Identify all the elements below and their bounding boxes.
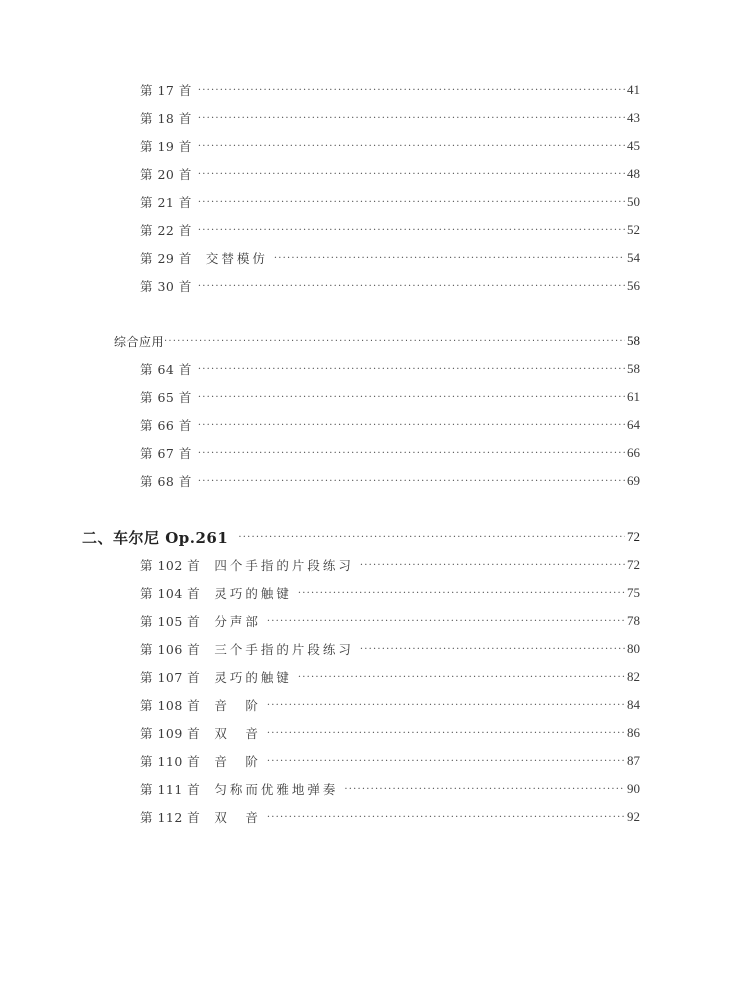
entry-title: 匀称而优雅地弹奏 <box>214 782 339 797</box>
entry-number: 第 64 首 <box>140 362 192 377</box>
page-number: 52 <box>627 222 640 237</box>
toc-entry[interactable] <box>0 248 640 268</box>
page-number: 90 <box>627 781 640 796</box>
entry-number: 第 106 首 <box>140 642 201 657</box>
toc-entry[interactable] <box>0 80 640 100</box>
toc-entry[interactable] <box>0 555 640 575</box>
entry-number: 第 19 首 <box>140 139 192 154</box>
dot-leader <box>198 448 625 459</box>
dot-leader <box>198 281 625 292</box>
entry-number: 第 65 首 <box>140 390 192 405</box>
entry-number: 第 109 首 <box>140 726 201 741</box>
toc-chapter-heading[interactable] <box>0 527 640 547</box>
entry-number: 第 105 首 <box>140 614 201 629</box>
dot-leader <box>298 672 625 683</box>
toc-entry[interactable] <box>0 779 640 799</box>
dot-leader <box>198 169 625 180</box>
page-number: 84 <box>627 697 640 712</box>
page-number: 92 <box>627 809 640 824</box>
entry-title: 灵巧的触键 <box>214 586 292 601</box>
dot-leader <box>344 784 625 795</box>
entry-number: 第 67 首 <box>140 446 192 461</box>
dot-leader <box>274 253 625 264</box>
page-number: 45 <box>627 138 640 153</box>
dot-leader <box>360 560 625 571</box>
toc-entry[interactable] <box>0 164 640 184</box>
dot-leader <box>198 113 625 124</box>
dot-leader <box>267 812 625 823</box>
page-number: 58 <box>627 361 640 376</box>
page-number: 56 <box>627 278 640 293</box>
page-number: 48 <box>627 166 640 181</box>
dot-leader <box>360 644 625 655</box>
toc-entry[interactable] <box>0 695 640 715</box>
page-number: 75 <box>627 585 640 600</box>
page-number: 72 <box>627 557 640 572</box>
page-number: 43 <box>627 110 640 125</box>
entry-number: 第 104 首 <box>140 586 201 601</box>
dot-leader <box>198 197 625 208</box>
entry-title: 双 音 <box>214 810 261 825</box>
entry-number: 第 17 首 <box>140 83 192 98</box>
entry-number: 第 102 首 <box>140 558 201 573</box>
page-number: 41 <box>627 82 640 97</box>
entry-title: 音 阶 <box>214 698 261 713</box>
page-number: 50 <box>627 194 640 209</box>
toc-entry[interactable] <box>0 583 640 603</box>
entry-title: 双 音 <box>214 726 261 741</box>
dot-leader <box>267 700 625 711</box>
entry-title: 分声部 <box>214 614 261 629</box>
toc-entry[interactable] <box>0 723 640 743</box>
toc-entry[interactable] <box>0 108 640 128</box>
entry-number: 第 111 首 <box>140 782 201 797</box>
entry-number: 第 66 首 <box>140 418 192 433</box>
entry-number: 第 107 首 <box>140 670 201 685</box>
entry-number: 第 30 首 <box>140 279 192 294</box>
toc-section-heading[interactable] <box>0 331 640 351</box>
page-number: 82 <box>627 669 640 684</box>
entry-number: 第 21 首 <box>140 195 192 210</box>
page-number: 69 <box>627 473 640 488</box>
dot-leader <box>198 420 625 431</box>
page-number: 61 <box>627 389 640 404</box>
toc-entry[interactable] <box>0 751 640 771</box>
entry-number: 第 68 首 <box>140 474 192 489</box>
toc-entry[interactable] <box>0 359 640 379</box>
dot-leader <box>198 364 625 375</box>
dot-leader <box>298 588 625 599</box>
dot-leader <box>267 756 625 767</box>
entry-number: 第 112 首 <box>140 810 201 825</box>
page-number: 86 <box>627 725 640 740</box>
page-number: 87 <box>627 753 640 768</box>
entry-number: 第 22 首 <box>140 223 192 238</box>
page-number: 54 <box>627 250 640 265</box>
page-number: 72 <box>627 529 640 544</box>
toc-entry[interactable] <box>0 667 640 687</box>
toc-entry[interactable] <box>0 192 640 212</box>
page-number: 58 <box>627 333 640 348</box>
dot-leader <box>238 532 625 543</box>
entry-title: 交替模仿 <box>205 251 268 266</box>
entry-number: 第 20 首 <box>140 167 192 182</box>
page-number: 66 <box>627 445 640 460</box>
toc-entry[interactable] <box>0 443 640 463</box>
toc-entry[interactable] <box>0 387 640 407</box>
toc-entry[interactable] <box>0 471 640 491</box>
dot-leader <box>198 141 625 152</box>
toc-entry[interactable] <box>0 415 640 435</box>
entry-title: 灵巧的触键 <box>214 670 292 685</box>
entry-number: 第 29 首 <box>140 251 192 266</box>
entry-number: 第 110 首 <box>140 754 201 769</box>
entry-number: 第 108 首 <box>140 698 201 713</box>
toc-entry[interactable] <box>0 611 640 631</box>
toc-entry[interactable] <box>0 136 640 156</box>
entry-title: 四个手指的片段练习 <box>214 558 354 573</box>
page-number: 64 <box>627 417 640 432</box>
page-number: 78 <box>627 613 640 628</box>
dot-leader <box>198 392 625 403</box>
dot-leader <box>164 336 625 347</box>
heading-label: 综合应用 <box>114 334 165 349</box>
entry-title: 三个手指的片段练习 <box>214 642 354 657</box>
entry-number: 第 18 首 <box>140 111 192 126</box>
dot-leader <box>267 616 625 627</box>
entry-title: 音 阶 <box>214 754 261 769</box>
dot-leader <box>198 225 625 236</box>
toc-entry[interactable] <box>0 639 640 659</box>
toc-entry[interactable] <box>0 220 640 240</box>
toc-entry[interactable] <box>0 807 640 827</box>
heading-label: 二、车尔尼 Op.261 <box>82 528 229 547</box>
dot-leader <box>198 85 625 96</box>
page-number: 80 <box>627 641 640 656</box>
dot-leader <box>198 476 625 487</box>
dot-leader <box>267 728 625 739</box>
toc-entry[interactable] <box>0 276 640 296</box>
